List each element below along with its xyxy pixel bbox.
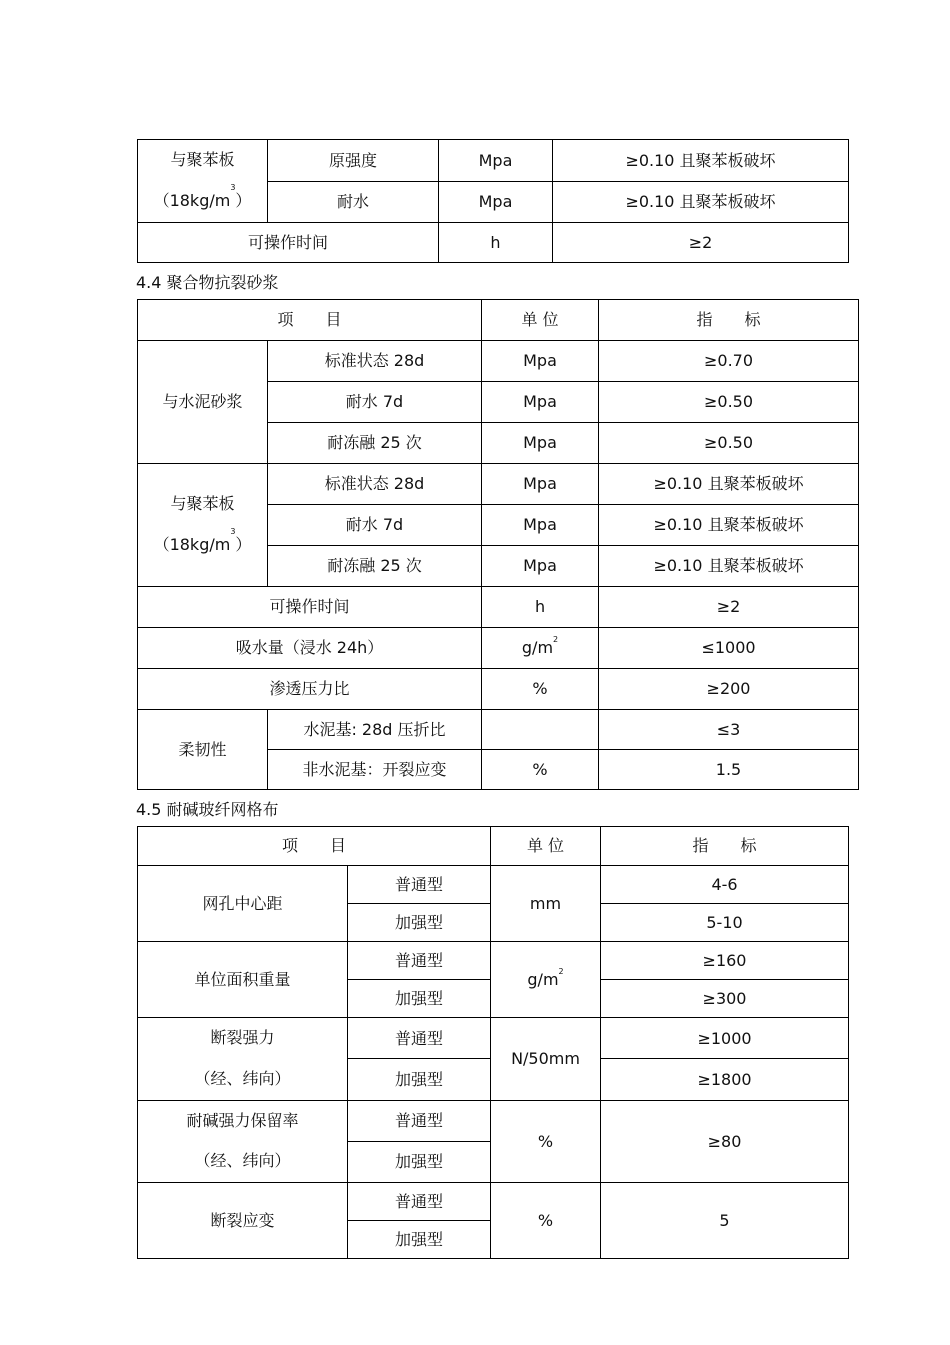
header-unit: 单 位: [482, 300, 599, 341]
header-item: 项 目: [138, 827, 491, 866]
cell-type: 普通型: [348, 1018, 491, 1059]
cell-item: 耐水: [268, 181, 439, 222]
table-polystyrene-bond: [137, 139, 849, 263]
cell-item: 渗透压力比: [138, 669, 482, 710]
cell-unit: Mpa: [482, 341, 599, 382]
group-label-flexibility: 柔韧性: [138, 710, 268, 790]
cell-type: 加强型: [348, 1141, 491, 1182]
cell-value: ≥0.50: [599, 423, 859, 464]
cell-value: 5-10: [601, 904, 849, 942]
cell-unit: %: [491, 1100, 601, 1183]
cell-value: 4-6: [601, 866, 849, 904]
group-label-breaking-strength: 断裂强力 （经、纬向）: [138, 1018, 348, 1101]
cell-item: 可操作时间: [138, 587, 482, 628]
cell-item: 耐水 7d: [268, 505, 482, 546]
section-heading-4-5: 4.5 耐碱玻纤网格布: [136, 800, 279, 819]
cell-item: 耐冻融 25 次: [268, 423, 482, 464]
cell-unit: Mpa: [482, 464, 599, 505]
cell-unit: h: [482, 587, 599, 628]
cell-type: 加强型: [348, 904, 491, 942]
cell-type: 加强型: [348, 1221, 491, 1259]
cell-value: ≤1000: [599, 628, 859, 669]
cell-value: ≤3: [599, 710, 859, 750]
cell-unit: Mpa: [439, 181, 553, 222]
cell-item: 水泥基: 28d 压折比: [268, 710, 482, 750]
cell-value: ≥300: [601, 980, 849, 1018]
cell-value: ≥80: [601, 1100, 849, 1183]
cell-value: ≥0.10 且聚苯板破坏: [553, 140, 849, 182]
cell-unit: h: [439, 222, 553, 262]
group-label-mesh-spacing: 网孔中心距: [138, 866, 348, 942]
cell-unit: [482, 710, 599, 750]
cell-item: 耐冻融 25 次: [268, 546, 482, 587]
group-label-polystyrene: 与聚苯板 $(18kg/m^3)$: [138, 140, 268, 223]
cell-unit: Mpa: [482, 505, 599, 546]
cell-unit: %: [482, 669, 599, 710]
cell-value: ≥0.10 且聚苯板破坏: [599, 505, 859, 546]
table-alkali-resistant-mesh: [137, 826, 849, 1259]
cell-value: ≥1000: [601, 1018, 849, 1059]
cell-item: 可操作时间: [138, 222, 439, 262]
cell-type: 普通型: [348, 866, 491, 904]
group-label-cement-mortar: 与水泥砂浆: [138, 341, 268, 464]
cell-value: ≥0.70: [599, 341, 859, 382]
cell-item: 非水泥基：开裂应变: [268, 750, 482, 790]
cell-unit: N/50mm: [491, 1018, 601, 1101]
cell-value: ≥2: [553, 222, 849, 262]
cell-item: 原强度: [268, 140, 439, 182]
cell-value: ≥0.10 且聚苯板破坏: [553, 181, 849, 222]
group-label-breaking-strain: 断裂应变: [138, 1183, 348, 1259]
cell-item: 吸水量（浸水 24h）: [138, 628, 482, 669]
cell-value: ≥1800: [601, 1059, 849, 1100]
cell-item: 耐水 7d: [268, 382, 482, 423]
group-label-alkali-retention: 耐碱强力保留率 （经、纬向）: [138, 1100, 348, 1183]
cell-type: 普通型: [348, 942, 491, 980]
cell-type: 加强型: [348, 980, 491, 1018]
cell-unit: Mpa: [482, 382, 599, 423]
cell-item: 标准状态 28d: [268, 341, 482, 382]
cell-value: ≥200: [599, 669, 859, 710]
cell-unit: $g/m^2$: [491, 942, 601, 1018]
cell-value: ≥0.10 且聚苯板破坏: [599, 464, 859, 505]
cell-value: ≥0.50: [599, 382, 859, 423]
cell-value: 5: [601, 1183, 849, 1259]
header-index: 指 标: [599, 300, 859, 341]
cell-type: 加强型: [348, 1059, 491, 1100]
header-index: 指 标: [601, 827, 849, 866]
cell-item: 标准状态 28d: [268, 464, 482, 505]
cell-value: ≥160: [601, 942, 849, 980]
cell-type: 普通型: [348, 1100, 491, 1141]
header-unit: 单 位: [491, 827, 601, 866]
cell-unit: Mpa: [482, 423, 599, 464]
cell-unit: %: [482, 750, 599, 790]
cell-value: ≥0.10 且聚苯板破坏: [599, 546, 859, 587]
table-crack-resistant-mortar: [137, 299, 859, 790]
header-item: 项 目: [138, 300, 482, 341]
cell-value: 1.5: [599, 750, 859, 790]
cell-value: ≥2: [599, 587, 859, 628]
cell-unit: Mpa: [439, 140, 553, 182]
cell-unit: Mpa: [482, 546, 599, 587]
cell-type: 普通型: [348, 1183, 491, 1221]
section-heading-4-4: 4.4 聚合物抗裂砂浆: [136, 273, 279, 292]
cell-unit: mm: [491, 866, 601, 942]
cell-unit: %: [491, 1183, 601, 1259]
group-label-polystyrene: 与聚苯板 $(18kg/m^3)$: [138, 464, 268, 587]
cell-unit: $g/m^2$: [482, 628, 599, 669]
group-label-area-weight: 单位面积重量: [138, 942, 348, 1018]
